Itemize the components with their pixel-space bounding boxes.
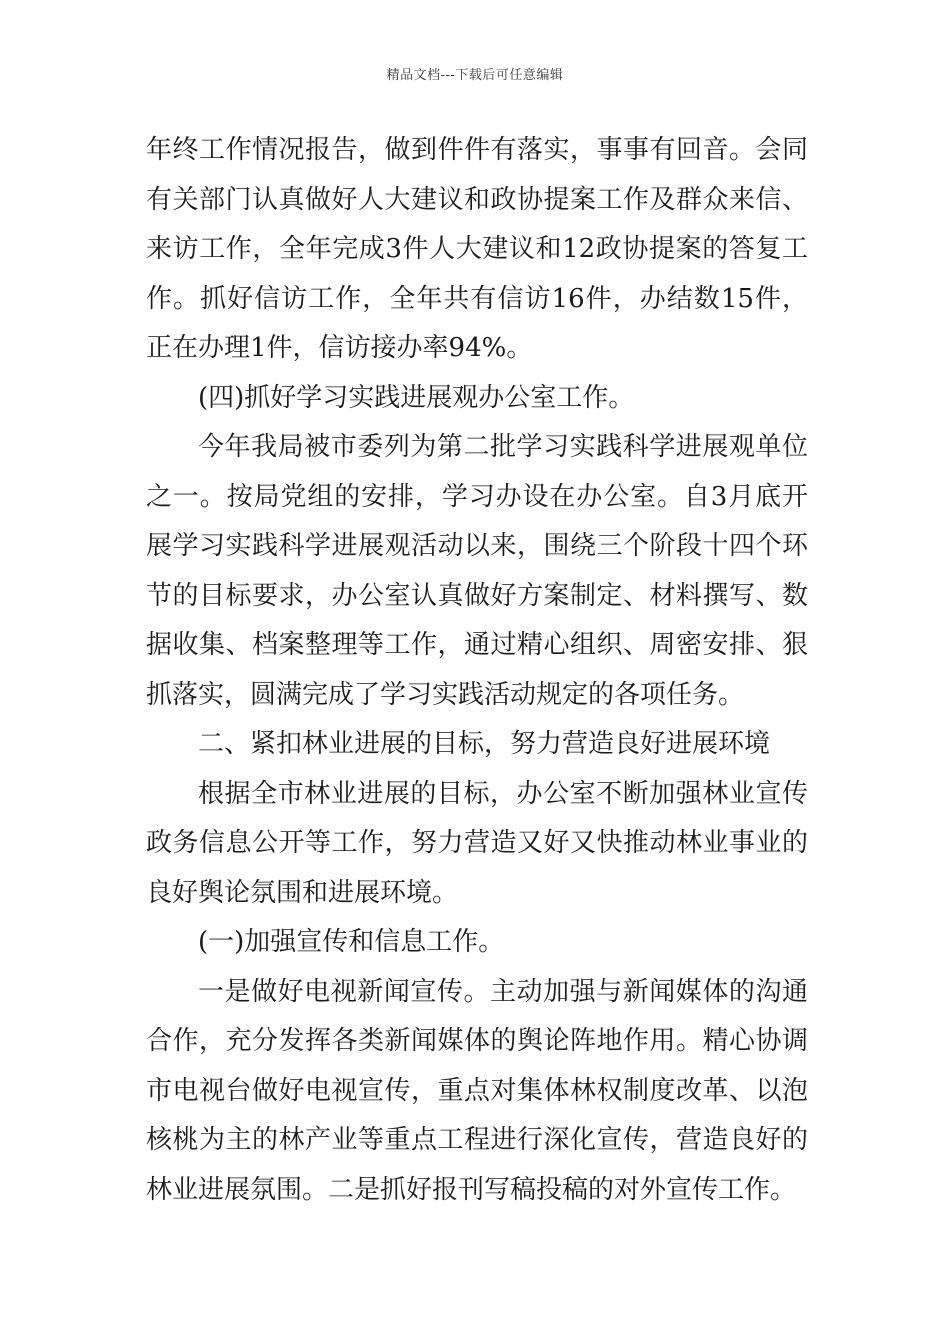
page-header: 精品文档---下载后可任意编辑 [386, 68, 564, 83]
paragraph: 根据全市林业进展的目标，办公室不断加强林业宣传政务信息公开等工作，努力营造又好又快推动林业事业的良好舆论氛围和进展环境。 [146, 778, 808, 908]
paragraph: 今年我局被市委列为第二批学习实践科学进展观单位之一。按局党组的安排，学习办设在办公室。自3月底开展学习实践科学进展观活动以来，围绕三个阶段十四个环节的目标要求，办公室认真做好方案制定、材料撰写、数据收集、档案整理等工作，通过精心组织、周密安排、狠抓落实，圆满完成了学习实践活动规定的各项任务。 [146, 432, 808, 710]
paragraph: 一是做好电视新闻宣传。主动加强与新闻媒体的沟通合作，充分发挥各类新闻媒体的舆论阵地作用。精心协调市电视台做好电视宣传，重点对集体林权制度改革、以泡核桃为主的林产业等重点工程进行深化宣传，营造良好的林业进展氛围。二是抓好报刊写稿投稿的对外宣传工作。 [146, 976, 808, 1205]
paragraph-continuation: 年终工作情况报告，做到件件有落实，事事有回音。会同有关部门认真做好人大建议和政协提案工作及群众来信、来访工作，全年完成3件人大建议和12政协提案的答复工作。抓好信访工作，全年共有信访16件，办结数15件，正在办理1件，信访接办率94%。 [146, 135, 808, 363]
document-body [146, 126, 808, 1215]
section-heading-1: (一)加强宣传和信息工作。 [198, 927, 505, 957]
section-heading-2: 二、紧扣林业进展的目标，努力营造良好进展环境 [198, 729, 771, 759]
section-heading-4: (四)抓好学习实践进展观办公室工作。 [198, 382, 635, 413]
